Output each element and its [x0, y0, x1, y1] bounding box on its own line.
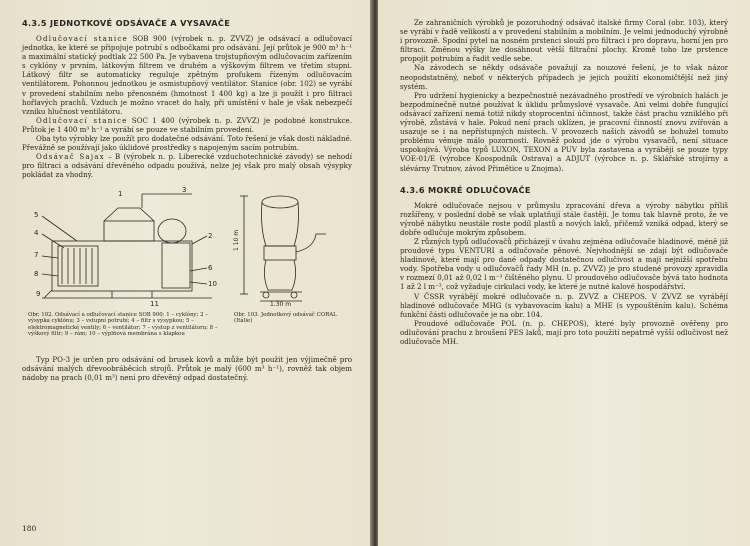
fig102-label-1: 1	[118, 189, 123, 198]
paragraph-soc1400	[22, 116, 352, 134]
figure-103-drawing	[230, 188, 350, 306]
paragraph-sob900	[22, 34, 352, 116]
fig102-label-2: 2	[208, 231, 213, 240]
figure-103-caption: Obr. 103. Jednotkový odsávač CORAL (Itálie)	[234, 311, 337, 325]
fig102-label-4: 4	[34, 228, 39, 237]
fig102-label-8: 8	[34, 269, 39, 278]
fig102-label-5: 5	[34, 210, 39, 219]
paragraph-emergency-solution: Na závodech se někdy odsávače považují za nouzové řešení, je to však názor neopodstatněný, neboť v některých případech je jejich použití ekonomičtější než jiný systém.	[400, 63, 728, 91]
left-page	[0, 0, 372, 546]
section-heading-435: 4.3.5 JEDNOTKOVÉ ODSÁVAČE A VYSAVAČE	[22, 18, 231, 28]
fig103-width-dimension: 1,30 m	[270, 300, 292, 306]
paragraph-soc1400-text: SOC 1 400 (výrobek n. p. ZVVZ) je podobné konstrukce. Průtok je 1 400 m³ h⁻¹ a vyrábí se pouze ve stabilním provedení.	[22, 115, 352, 134]
term-sajax: Odsávač Sajax	[36, 152, 105, 162]
fig102-label-6: 6	[208, 263, 213, 272]
paragraph-sajax	[22, 152, 352, 179]
paragraph-sajax-text: – B (výrobek n. p. Liberecké vzduchotechnické závody) se nehodí pro filtraci a odsávání dřevěného odpadu používá, nelze jej však pro malý obsah výsypky pokládat za vhodný.	[22, 152, 352, 180]
paragraph-both-products: Oba tyto výrobky lze použít pro dodatečné odsávání. Toto řešení je však dosti nákladné. Převážně se používají jako úklidové prostředky s napojeným sacím potrubím.	[22, 134, 352, 153]
paragraph-pol: Proudové odlučovače POL (n. p. CHEPOS), které byly provozně ověřeny pro odlučování prachu z broušení PES laků, mají pro toto použití nepatrně vyšší odlučivost než odlučovače MH.	[400, 318, 728, 346]
section-heading-436: 4.3.6 MOKRÉ ODLUČOVAČE	[400, 184, 531, 195]
figure-102-drawing	[22, 186, 222, 306]
fig102-label-3: 3	[182, 185, 187, 194]
paragraph-cssr: V ČSSR vyrábějí mokré odlučovače n. p. ZVVZ a CHEPOS. V ZVVZ se vyrábějí hladinové odlučovače MHG (s vybavovacím kalu) a MHE (s vypouštěním kalu). Schéma funkční části odlučovače je na obr. 104.	[400, 291, 728, 319]
paragraph-sob900-text: SOB 900 (výrobek n. p. ZVVZ) je odsávací a odlučovací jednotka, ke které se připojuje potrubí s odbočkami pro odsávání. Její průtok je 900 m³ h⁻¹ a maximální statický podtlak 22 500 Pa. Je vybavena trojstupňovým odlučovacím zařízením s cyklóny v prvním, látkovým filtrem ve druhém a výškovým filtrem ve třetím stupni. Látkový filtr se automaticky reguluje zpětným profukem řízeným odlučovacím ventilátorem. Pohonnou jednotkou je osmistupňový ventilátor. Stanice (obr. 102) se vyrábí v provedení stabilním nebo přenosném (hmotnost 1 400 kg) a lze ji použít i pro filtraci hořlavých prachů. Vzduch je možno vracet do haly, při umístění v hale je však nebezpečí vzniku hlučnost ventilátoru.	[22, 34, 352, 116]
right-page	[378, 0, 750, 546]
paragraph-vacuum-cleaners: Pro udržení hygienicky a bezpečnostně nezávadného prostředí ve výrobních halách je bezpodmínečně nutné používat k úklidu průmyslové vysavače. Ani velmi dobře fungující odsávací zařízení nemá totiž nikdy stoprocentní účinnost, takže část prachu vzniklého při výrobě, zůstává v hale. Pokud není prach uklízen, je pracovní činností znovu zvířován a usazuje se i na nepřístupných místech. V provozech našich závodů se bohužel tomuto problému věnuje málo pozornosti. Rovněž pokud jde o výrobu vysavačů, není situace uspokojivá. Výroba typů LUXON, TEXON a PUV byla zastavena a vyráběji se pouze typy VOE-01/E (výrobce Koospodník Ostrava) a ADJUT (výrobce n. p. Sklářské strojírny a slévárny Trutnov, závod Přimětice u Znojma).	[400, 90, 728, 173]
spacer	[400, 173, 728, 185]
right-page-content	[400, 18, 728, 346]
paragraph-po3: Typ PO-3 je určen pro odsávání od brusek kovů a může být použit jen výjimečně pro odsávání malých dřevoobráběcích strojů. Průtok je malý (600 m³ h⁻¹), rovněž tak objem nádoby na prach (0,01 m³) není pro dřevěný odpad dostatečný.	[22, 354, 352, 382]
paragraph-coral: Ze zahraničních výrobků je pozoruhodný odsávač italské firmy Coral (obr. 103), který se vyrábí v řadě velikostí a v provedení stabilním a mobilním. Je velmi jednoduchý výrobně i provozně. Spodní pytel na nosném prstenci slouží pro filtraci i pro dopravu, horní jen pro filtraci. Změnou výšky lze dosáhnout větší filtrační plochy. Kromě toho lze prstence propojit potrubím a řadit vedle sebe.	[400, 18, 728, 64]
fig103-height-dimension: 1 10 m	[233, 229, 240, 251]
paragraph-wet-separators: Mokré odlučovače nejsou v průmyslu zpracování dřeva a výroby nábytku příliš rozšířeny, v poslední době se však uplatňují stále častěji. Je tomu tak hlavně proto, že ve výrobě nábytku neustále roste podíl plastů a nových laků, přičemž vzniká odpad, který se dobře odlučuje mokrým způsobem.	[400, 200, 728, 237]
left-page-content	[22, 18, 352, 382]
fig102-label-10: 10	[208, 279, 217, 288]
term-odlucovaci-stanice-2: Odlučovací stanice	[36, 115, 128, 125]
fig102-label-9: 9	[36, 289, 41, 298]
fig102-label-7: 7	[34, 250, 39, 259]
fig102-label-11: 11	[150, 299, 159, 306]
term-odlucovaci-stanice: Odlučovací stanice	[36, 34, 128, 43]
paragraph-separator-types: Z různých typů odlučovačů přicházejí v úvahu zejména odlučovače hladinové, méně již proudové typu VENTURI a odlučovače pěnové. Nejvhodnější se zdají být odlučovače hladinové, které mají pro dané odpady dostatečnou odlučivost a mají nejnižší spotřebu vody. Spotřeba vody u odlučovačů řady MH (n. p. ZVVZ) je pro studené provozy zpravidla v rozmezí 0,01 až 0,02 l m⁻³ čištěného plynu. U proudového odlučovače bývá tato hodnota 1 až 2 l m⁻³, což vyžaduje cirkulaci vody, ke které je nutné kalové hospodářství.	[400, 236, 728, 292]
figure-102-caption: Obr. 102. Odsávací a odlučovací stanice SOB 900: 1 – cyklóny; 2 – výsypka cyklónu; 3 – vstupní potrubí; 4 – filtr s výsypkou; 5 – elektromagnetické ventily; 6 – ventilátor; 7 – výstup z ventilátoru; 8 – výškový filtr; 9 – rám; 10 – výplňová membrána s klapkou	[28, 311, 218, 338]
page-number: 180	[22, 524, 37, 533]
figures-row	[22, 186, 352, 351]
